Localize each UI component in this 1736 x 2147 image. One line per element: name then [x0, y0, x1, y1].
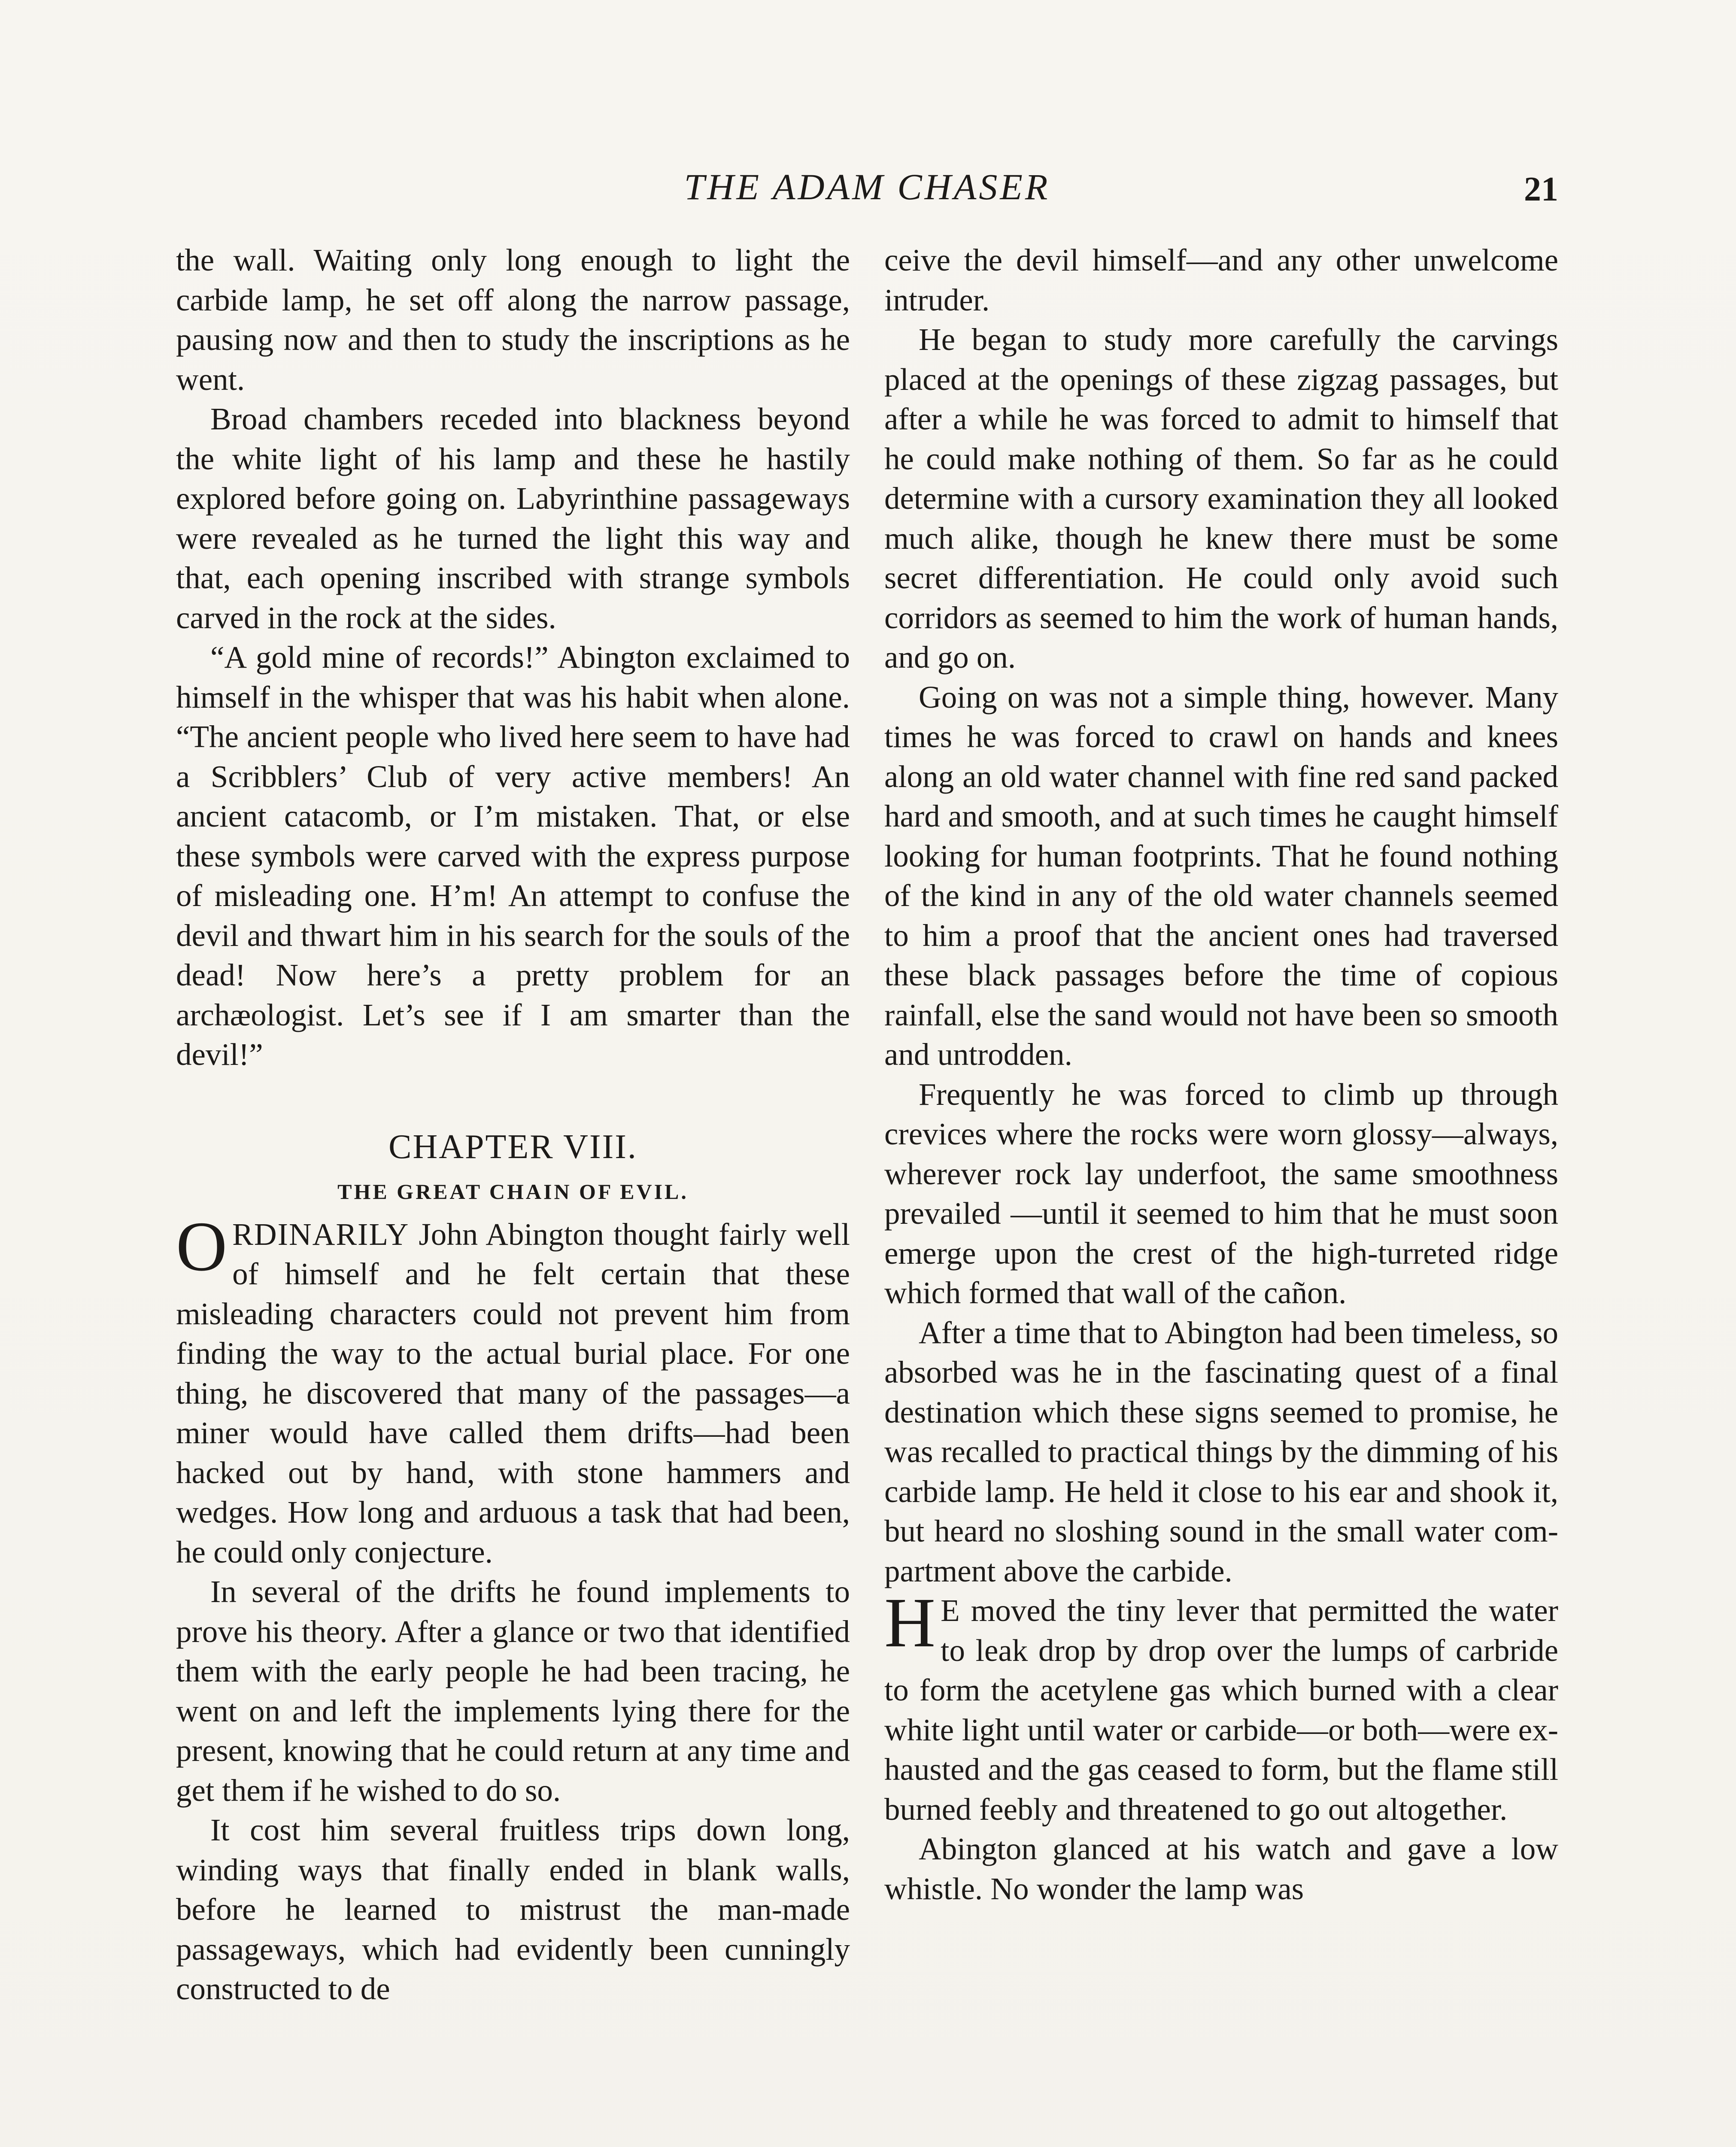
- drop-cap: O: [176, 1207, 228, 1286]
- drop-cap: H: [884, 1583, 936, 1662]
- chapter-heading: CHAPTER VIII.: [388, 1128, 637, 1166]
- paragraph: “A gold mine of records!” Abington exclaimed to himself in the whisper that was his habit when alone. “The ancient people who lived here seem to have had a Scribblers’ Club of very active members! An ancient catacomb, or I’m mistaken. That, or else these symbols were carved with the express purpose of misleading one. H’m! An attempt to confuse the devil and thwart him in his search for the souls of the dead! Now here’s a pretty problem for an archæologist. Let’s see if I am smarter than the devil!”: [176, 640, 850, 1072]
- paragraph: Frequently he was forced to climb up through crevices where the rocks were worn glossy—always, wherever rock lay underfoot, the same smoothness prevailed —until it seemed to him that he must soon emerge upon the crest of the high-turreted ridge which formed that wall of the cañon.: [884, 1077, 1558, 1310]
- paragraph: He began to study more carefully the carvings placed at the openings of these zigzag passages, but after a while he was forced to admit to himself that he could make nothing of them. So far as he could determine with a cursory examination they all looked much alike, though he knew there must be some secret differentiation. He could only avoid such corridors as seemed to him the work of human hands, and go on.: [884, 322, 1558, 675]
- chapter-opening-paragraph: [176, 1207, 850, 1572]
- paragraph: Going on was not a simple thing, however. Many times he was forced to crawl on hands and knees along an old water channel with fine red sand packed hard and smooth, and at such times he caught himself looking for human footprints. That he found nothing of the kind in any of the old water channels seemed to him a proof that the ancient ones had traversed these black passages before the time of copious rainfall, else the sand would not have been so smooth and untrodden.: [884, 679, 1558, 1072]
- paragraph-text: E moved the tiny lever that permitted the water to leak drop by drop over the lumps of carbride to form the acetylene gas which burned with a clear white light until water or carbide—or both—were exhausted and the gas ceased to form, but the flame still burned feebly and threatened to go out altogether.: [884, 1593, 1558, 1827]
- section-opening-paragraph: [884, 1583, 1558, 1829]
- left-column: [176, 240, 850, 2009]
- paragraph: After a time that to Abington had been timeless, so absorbed was he in the fascinating quest of a final destination which these signs seemed to promise, he was recalled to practical things by the dimming of his carbide lamp. He held it close to his ear and shook it, but heard no sloshing sound in the small water compartment above the carbide.: [884, 1315, 1558, 1588]
- paragraph: Broad chambers receded into blackness beyond the white light of his lamp and these he hastily explored before going on. Labyrinthine passageways were revealed as he turned the light this way and that, each opening inscribed with strange symbols carved in the rock at the sides.: [176, 401, 850, 635]
- page-number: 21: [1524, 170, 1558, 208]
- paragraph: ceive the devil himself—and any other unwelcome intruder.: [884, 243, 1558, 317]
- paragraph: Abington glanced at his watch and gave a low whistle. No wonder the lamp was: [884, 1831, 1558, 1906]
- chapter-subtitle: THE GREAT CHAIN OF EVIL.: [337, 1179, 689, 1204]
- page-header: [176, 165, 1558, 217]
- lead-in-caps: RDINARILY: [232, 1216, 410, 1252]
- right-column: [884, 240, 1558, 1909]
- running-title: THE ADAM CHASER: [684, 166, 1050, 207]
- paragraph-text: John Abington thought fairly well of himself and he felt certain that these misleading characters could not prevent him from finding the way to the actual burial place. For one thing, he discovered that many of the passages—a miner would have called them drifts—had been hacked out by hand, with stone hammers and wedges. How long and arduous a task that had been, he could only conjecture.: [176, 1216, 850, 1569]
- paragraph: In several of the drifts he found implements to prove his theory. After a glance or two that identified them with the early people he had been tracing, he went on and left the implements lying there for the present, knowing that he could return at any time and get them if he wished to do so.: [176, 1574, 850, 1808]
- paragraph: the wall. Waiting only long enough to light the carbide lamp, he set off along the narrow passage, pausing now and then to study the inscriptions as he went.: [176, 243, 850, 397]
- paragraph: It cost him several fruitless trips down long, winding ways that finally ended in blank walls, before he learned to mistrust the man-made passageways, which had evidently been cunningly constructed to de: [176, 1812, 850, 2006]
